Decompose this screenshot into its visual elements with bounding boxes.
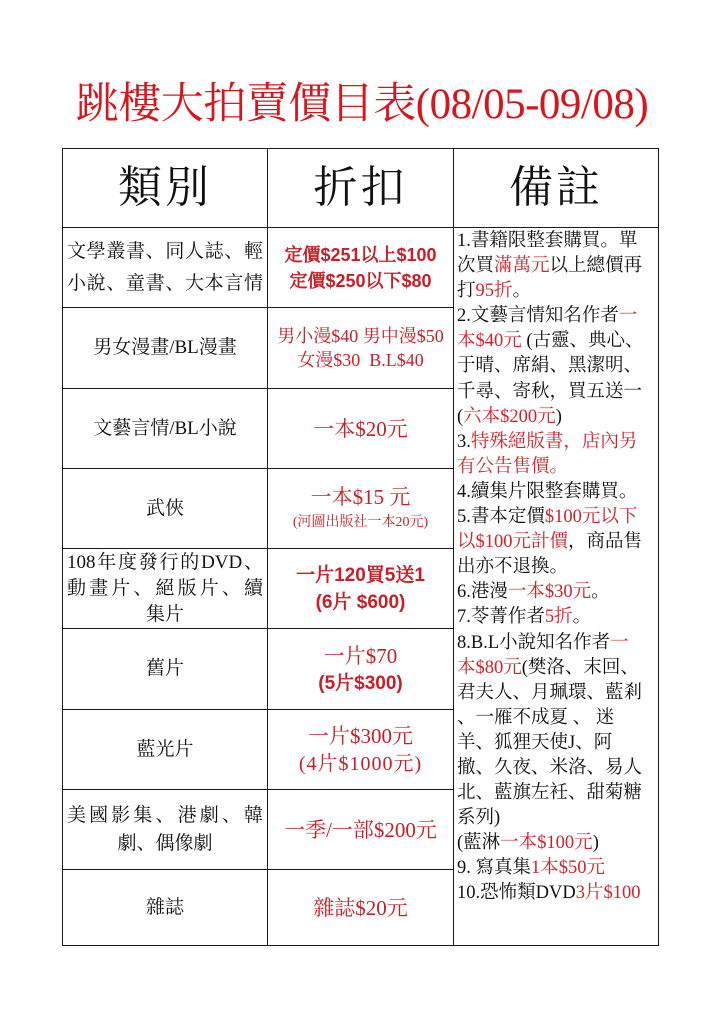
discount-text: 定價$251以上$100 bbox=[284, 244, 437, 265]
discount-text: (河圖出版社一本20元) bbox=[292, 514, 429, 530]
header-category: 類別 bbox=[118, 163, 212, 212]
note-text: 。 bbox=[572, 607, 592, 628]
note-line bbox=[457, 430, 658, 455]
note-line bbox=[457, 229, 658, 254]
note-text: 4.續集片限整套購買。 bbox=[457, 481, 638, 502]
discount-text: 一本$20元 bbox=[313, 416, 408, 441]
discount-cell bbox=[268, 469, 454, 549]
category-text: 文學叢書、同人誌、輕 bbox=[67, 240, 263, 262]
note-text: 8.B.L小說知名作者 bbox=[457, 632, 611, 653]
note-highlight-text: 95折 bbox=[475, 281, 513, 302]
note-text: 。 bbox=[591, 582, 610, 603]
price-table bbox=[62, 148, 659, 946]
discount-text: (4片$1000元) bbox=[298, 752, 423, 775]
note-line bbox=[457, 881, 658, 906]
category-text: 武俠 bbox=[145, 497, 184, 519]
note-line bbox=[457, 555, 658, 580]
category-text: 集片 bbox=[145, 603, 184, 625]
category-cell bbox=[63, 710, 268, 790]
note-highlight-text: 以$100元計價 bbox=[457, 532, 569, 553]
note-text: 北、藍旗左衽、甜菊糖 bbox=[457, 783, 643, 804]
note-text: 以上總價再 bbox=[549, 256, 643, 277]
note-highlight-text: 5折 bbox=[544, 607, 573, 628]
note-text: 出亦不退換。 bbox=[457, 557, 569, 578]
category-cell bbox=[63, 790, 268, 870]
category-text: 小說、童書、大本言情 bbox=[67, 272, 263, 294]
note-text: 君夫人、月珮環、藍剎 bbox=[457, 682, 643, 703]
category-text: 108年度發行的DVD、 bbox=[67, 551, 263, 573]
discount-text: 定價$250以下$80 bbox=[289, 270, 432, 291]
discount-cell bbox=[268, 790, 454, 870]
note-line bbox=[457, 530, 658, 555]
note-line bbox=[457, 656, 658, 681]
note-text: ( bbox=[457, 406, 464, 427]
note-text: ，商品售 bbox=[568, 532, 643, 553]
note-text: 1.書籍限整套購買。單 bbox=[457, 231, 638, 251]
note-text: 撤、久夜、米洛、易人 bbox=[457, 757, 643, 778]
note-highlight-text: 3片$100 bbox=[575, 883, 641, 904]
note-text: 10.恐怖類DVD bbox=[457, 883, 576, 904]
note-text: 2.文藝言情知名作者 bbox=[457, 306, 619, 327]
page-title: 跳樓大拍賣價目表(08/05-09/08) bbox=[75, 81, 649, 128]
note-text: (藍淋 bbox=[457, 833, 501, 854]
note-highlight-text: 本$80元 bbox=[457, 657, 522, 678]
note-highlight-text: 一 bbox=[618, 306, 638, 327]
note-text: 打 bbox=[457, 281, 476, 302]
discount-cell bbox=[268, 549, 454, 629]
note-line bbox=[457, 706, 658, 731]
note-text: 次買 bbox=[457, 256, 495, 277]
category-cell bbox=[63, 308, 268, 389]
note-highlight-text: 一 bbox=[610, 632, 629, 653]
note-line bbox=[457, 831, 658, 856]
header-discount: 折扣 bbox=[313, 163, 408, 212]
header-category-cell bbox=[63, 149, 268, 228]
note-text: 9. 寫真集 bbox=[457, 858, 532, 879]
note-line bbox=[457, 279, 658, 304]
note-line bbox=[457, 856, 658, 881]
note-text: 羊、狐狸天使J、阿 bbox=[457, 732, 613, 753]
note-line bbox=[457, 756, 658, 781]
note-text: 于晴、席絹、黑潔明、 bbox=[457, 356, 643, 377]
discount-text: 一片120買5送1 bbox=[296, 564, 425, 586]
note-line bbox=[457, 580, 658, 605]
note-line bbox=[457, 605, 658, 630]
category-cell bbox=[63, 870, 268, 946]
discount-text: (5片$300) bbox=[318, 672, 403, 694]
notes-cell bbox=[454, 228, 659, 946]
discount-cell bbox=[268, 308, 454, 389]
note-line bbox=[457, 781, 658, 806]
header-notes: 備註 bbox=[509, 163, 603, 212]
note-text: ) bbox=[555, 406, 562, 427]
note-text: 7.苓菁作者 bbox=[457, 607, 545, 628]
note-highlight-text: 一本$30元 bbox=[507, 582, 592, 603]
discount-text: 一季/一部$200元 bbox=[284, 817, 437, 842]
note-line bbox=[457, 505, 658, 530]
discount-text: 一片$300元 bbox=[308, 723, 413, 748]
note-highlight-text: 一本$100元 bbox=[500, 833, 593, 854]
note-highlight-text: 滿萬元 bbox=[494, 256, 550, 277]
category-text: 雜誌 bbox=[145, 896, 184, 918]
note-text: 。 bbox=[512, 281, 532, 302]
note-text: 、一雁不成夏 、 迷 bbox=[457, 707, 615, 728]
discount-cell bbox=[268, 389, 454, 469]
note-text: 3. bbox=[457, 431, 471, 452]
discount-text: 女漫$30 B.L$40 bbox=[297, 350, 424, 370]
note-text: (樊洛、末回、 bbox=[521, 657, 639, 678]
category-cell bbox=[63, 228, 268, 308]
note-highlight-text: 六本$200元 bbox=[463, 406, 556, 427]
note-text: 千尋、寄秋，買五送一 bbox=[457, 381, 643, 402]
discount-text: 雜誌$20元 bbox=[313, 895, 408, 920]
note-highlight-text: 1本$50元 bbox=[531, 858, 606, 879]
category-text: 舊片 bbox=[145, 658, 184, 679]
category-text: 文藝言情/BL小說 bbox=[93, 417, 237, 439]
note-highlight-text: 有公告售價。 bbox=[457, 456, 569, 477]
note-line bbox=[457, 455, 658, 480]
note-text: (古靈、典心、 bbox=[521, 331, 644, 352]
discount-text: (6片 $600) bbox=[315, 591, 406, 613]
note-line bbox=[457, 405, 658, 430]
header-notes-cell bbox=[454, 149, 659, 228]
discount-text: 一本$15 元 bbox=[310, 484, 411, 509]
note-line bbox=[457, 681, 658, 706]
category-cell bbox=[63, 469, 268, 549]
category-cell bbox=[63, 389, 268, 469]
discount-text: 一片$70 bbox=[323, 643, 398, 668]
note-line bbox=[457, 631, 658, 656]
note-line bbox=[457, 806, 658, 831]
note-text: 5.書本定價 bbox=[457, 507, 545, 528]
note-line bbox=[457, 380, 658, 405]
note-line bbox=[457, 304, 658, 329]
note-line bbox=[457, 731, 658, 756]
discount-cell bbox=[268, 710, 454, 790]
note-text: 6.港漫 bbox=[457, 582, 508, 603]
category-text: 男女漫畫/BL漫畫 bbox=[93, 337, 237, 358]
note-line bbox=[457, 329, 658, 354]
note-line bbox=[457, 354, 658, 379]
note-line bbox=[457, 254, 658, 279]
category-text: 動畫片、絕版片、續 bbox=[67, 577, 263, 599]
discount-cell bbox=[268, 629, 454, 710]
category-cell bbox=[63, 629, 268, 710]
category-text: 劇、偶像劇 bbox=[117, 832, 213, 854]
header-discount-cell bbox=[268, 149, 454, 228]
discount-cell bbox=[268, 228, 454, 308]
note-highlight-text: 特殊絕版書，店內另 bbox=[470, 431, 638, 452]
category-text: 藍光片 bbox=[136, 738, 194, 760]
note-line bbox=[457, 480, 658, 505]
discount-text: 男小漫$40 男中漫$50 bbox=[277, 326, 444, 346]
category-cell bbox=[63, 549, 268, 629]
category-text: 美國影集、港劇、韓 bbox=[67, 804, 263, 826]
note-highlight-text: 本$40元 bbox=[457, 331, 522, 352]
note-text: ) bbox=[592, 833, 599, 854]
discount-cell bbox=[268, 870, 454, 946]
note-text: 系列) bbox=[457, 808, 501, 829]
note-highlight-text: $100元以下 bbox=[544, 507, 638, 528]
